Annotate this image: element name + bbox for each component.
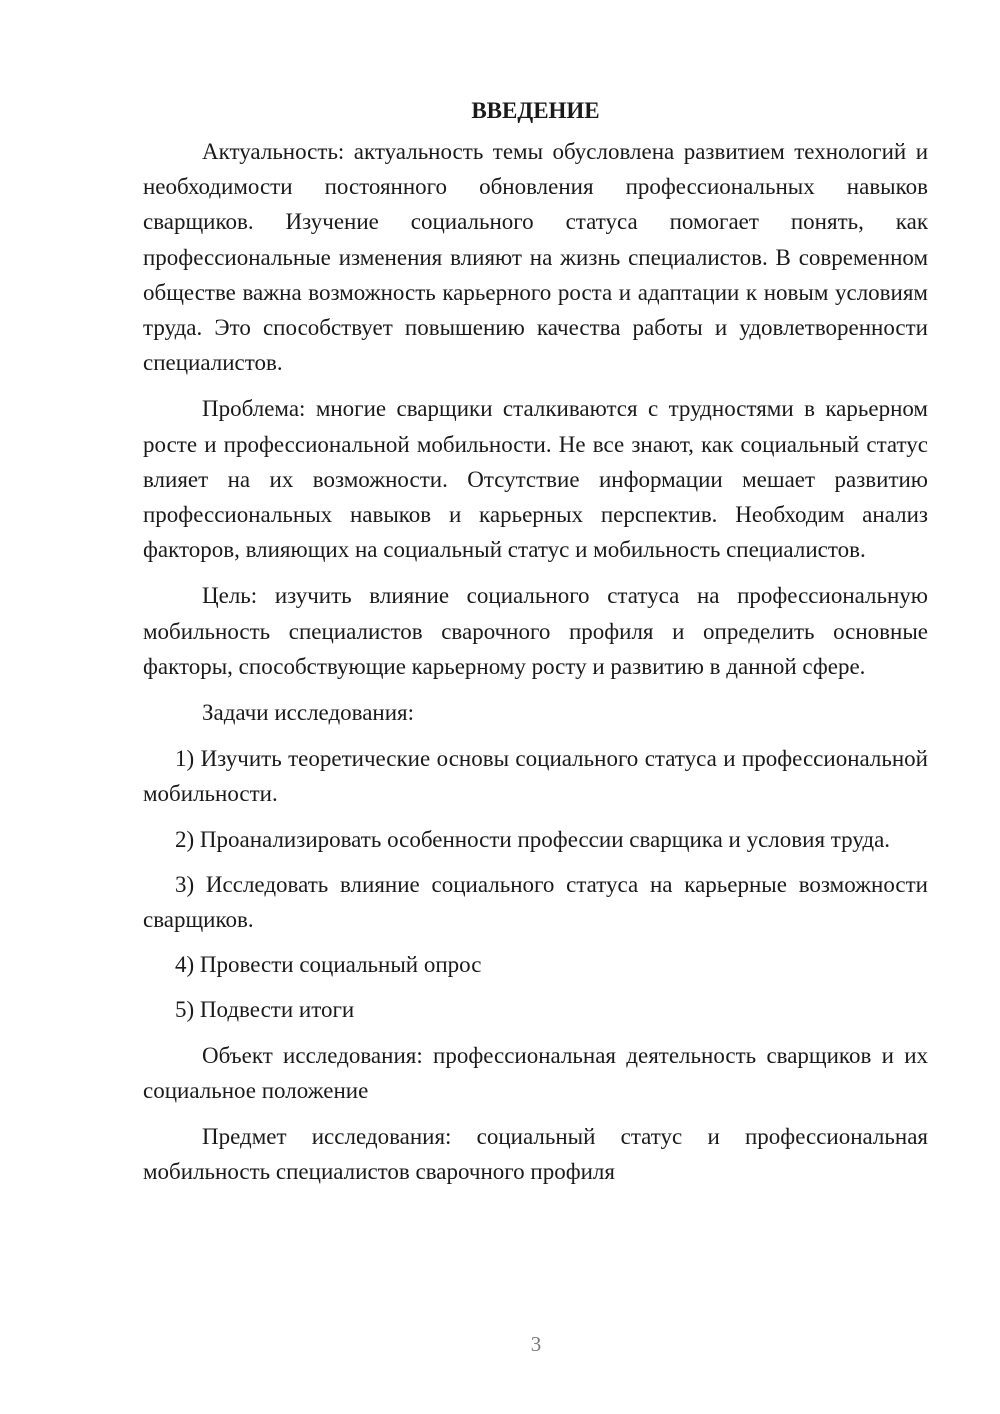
page-content	[143, 96, 928, 1200]
task-item: 4) Провести социальный опрос	[175, 952, 482, 978]
task-item: 3) Исследовать влияние социального статуса на карьерные возможности сварщиков.	[143, 871, 928, 933]
task-item: 2) Проанализировать особенности профессии сварщика и условия труда.	[175, 826, 891, 852]
section-heading: ВВЕДЕНИЕ	[471, 98, 600, 123]
object-paragraph: Объект исследования: профессиональная деятельность сварщиков и их социальное положение	[143, 1042, 928, 1103]
subject-paragraph: Предмет исследования: социальный статус и профессиональная мобильность специалистов сварочного профиля	[143, 1124, 928, 1185]
tasks-intro: Задачи исследования:	[202, 700, 415, 726]
goal-paragraph: Цель: изучить влияние социального статуса на профессиональную мобильность специалистов сварочного профиля и определить основные факторы, способствующие карьерному росту и развитию в данной сфере.	[143, 583, 928, 679]
relevance-paragraph: Актуальность: актуальность темы обусловлена развитием технологий и необходимости постоянного обновления профессиональных навыков сварщиков. Изучение социального статуса помогает понять, как профессиональные изменения влияют на жизнь специалистов. В современном обществе важна возможность карьерного роста и адаптации к новым условиям труда. Это способствует повышению качества работы и удовлетворенности специалистов.	[143, 139, 928, 376]
task-item: 1) Изучить теоретические основы социального статуса и профессиональной мобильности.	[143, 746, 928, 807]
page-number: 3	[530, 1332, 542, 1356]
task-item: 5) Подвести итоги	[175, 997, 355, 1023]
problem-paragraph: Проблема: многие сварщики сталкиваются с трудностями в карьерном росте и профессиональной мобильности. Не все знают, как социальный статус влияет на их возможности. Отсутствие информации мешает развитию профессиональных навыков и карьерных перспектив. Необходим анализ факторов, влияющих на социальный статус и мобильность специалистов.	[143, 396, 928, 563]
